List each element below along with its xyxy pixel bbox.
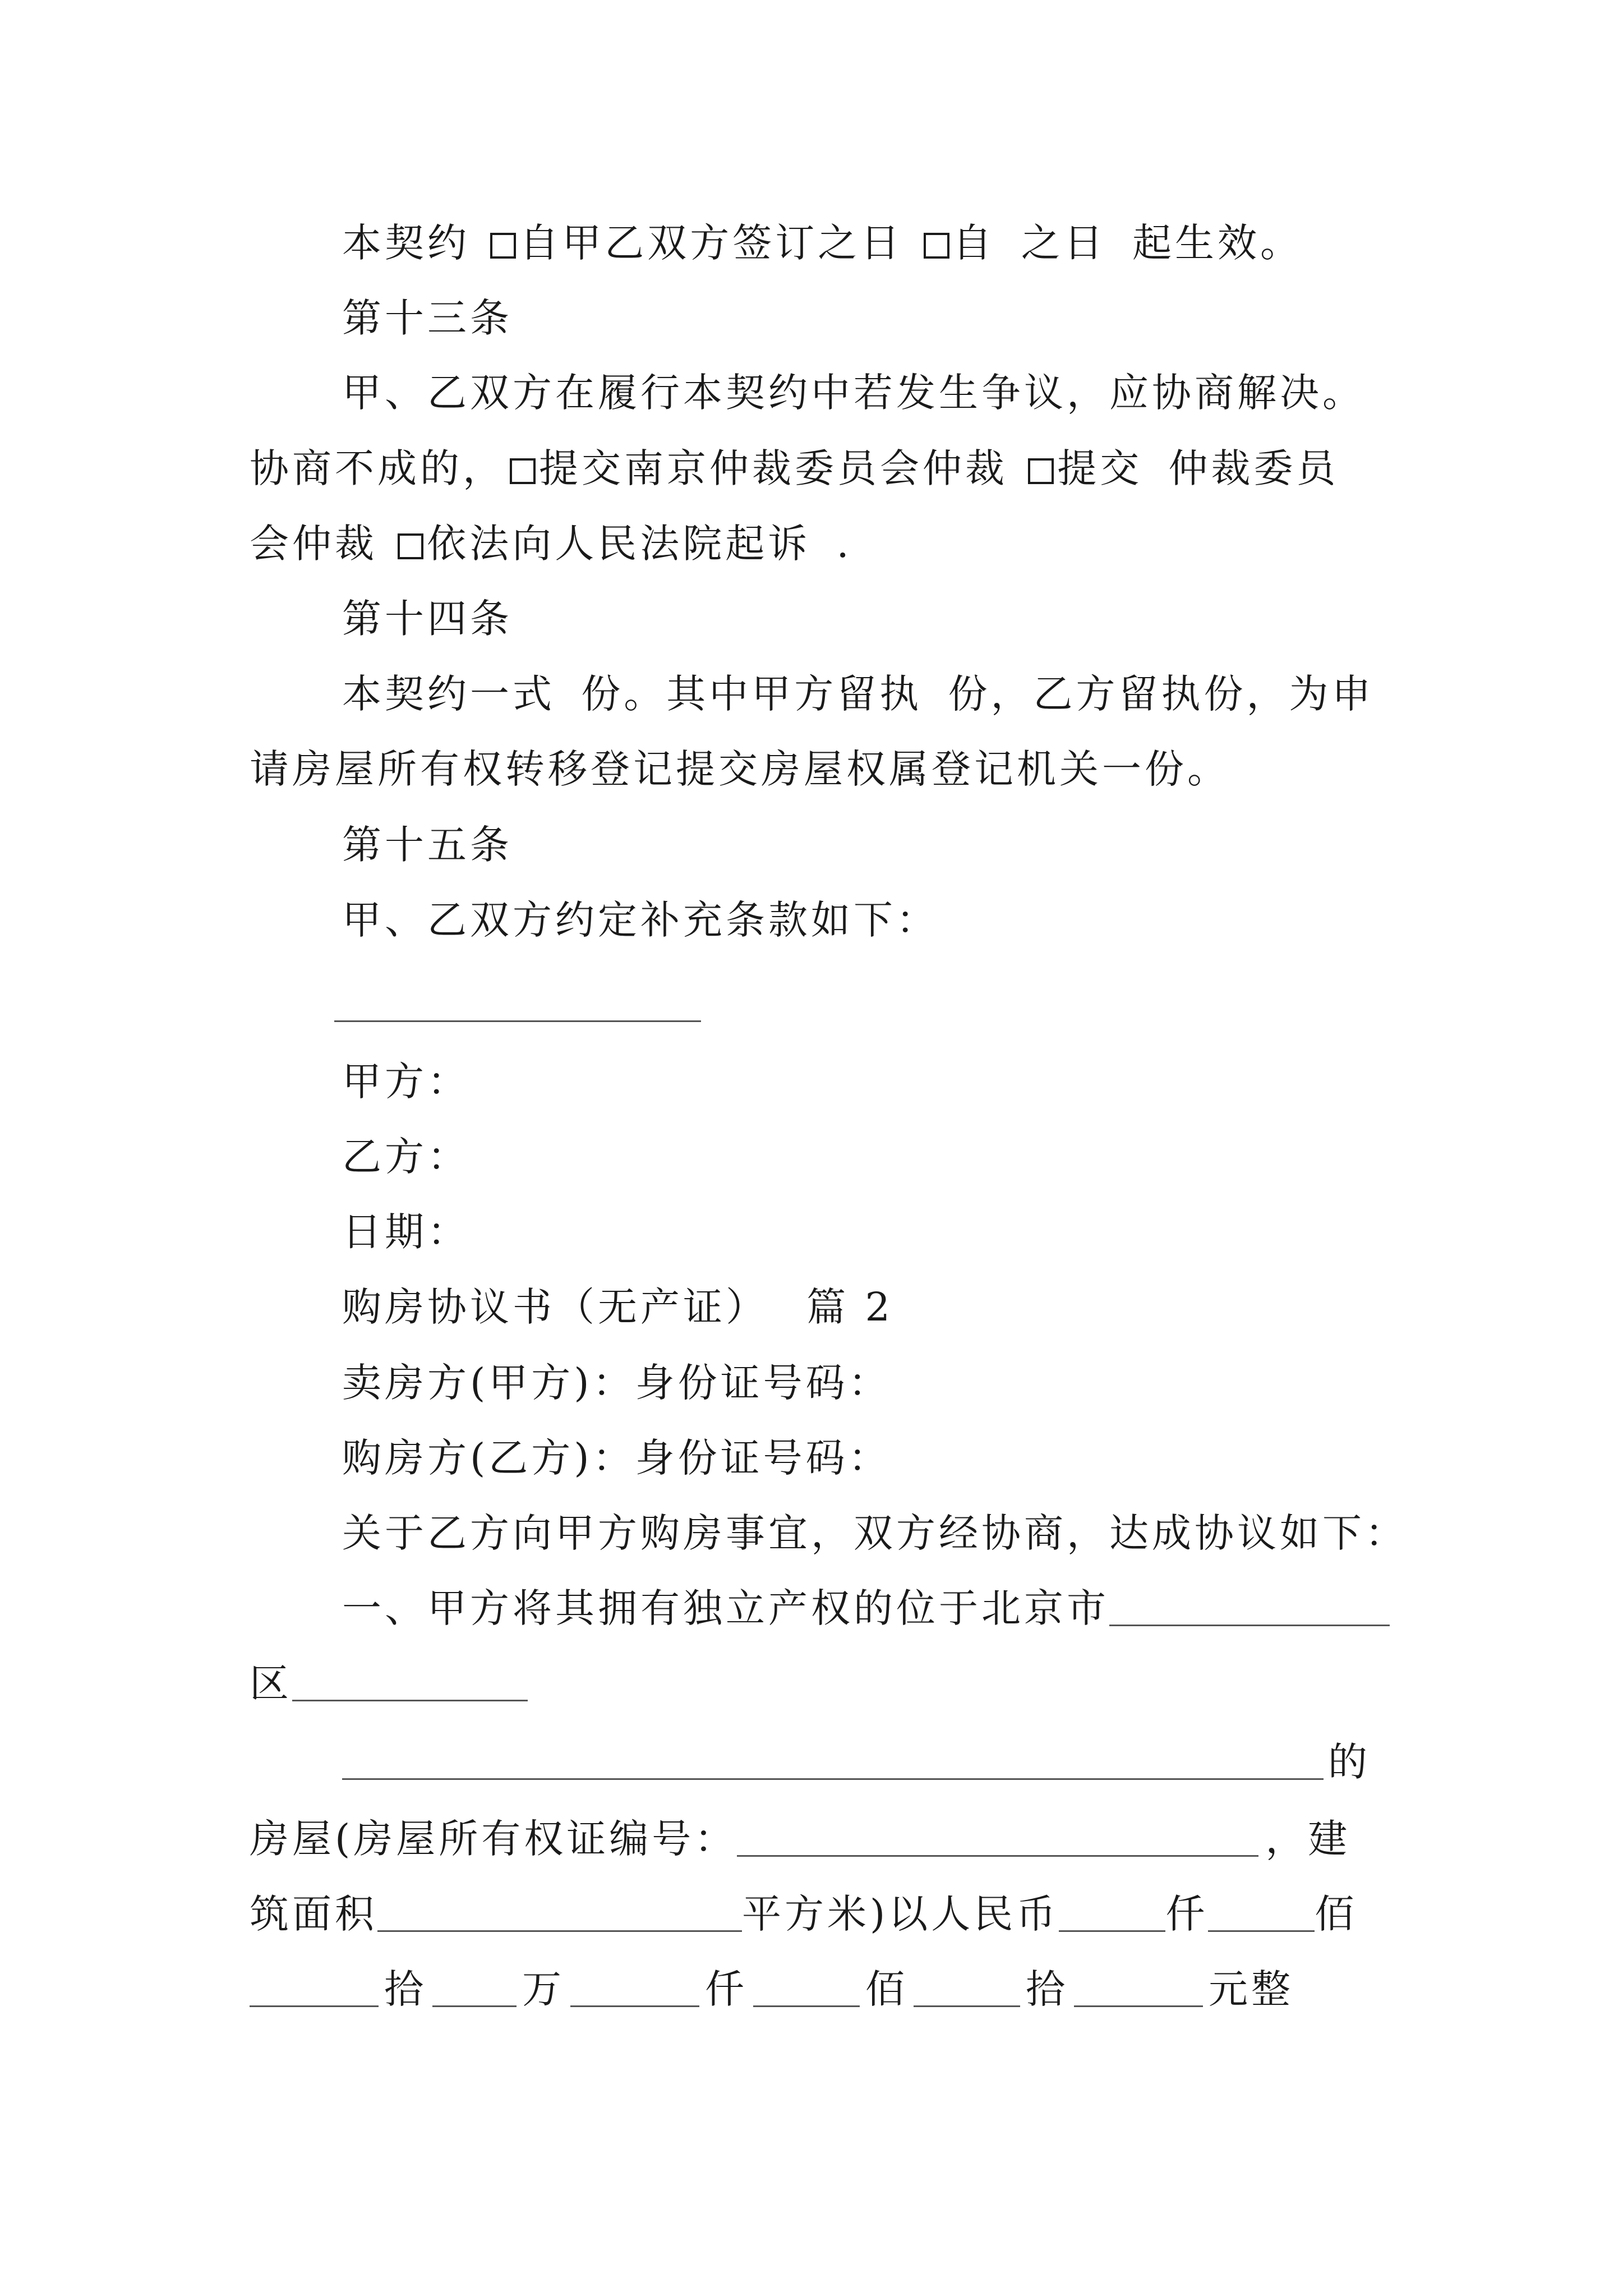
- clause-text: 份，乙方留执份，为申: [948, 671, 1375, 717]
- checkbox-from-date[interactable]: [924, 233, 949, 259]
- buyer-line: 购房方(乙方)：身份证号码：: [342, 1435, 891, 1481]
- option-text: 提交: [1057, 445, 1143, 491]
- amount-blank[interactable]: [1074, 1972, 1203, 2007]
- checkbox-on-signing[interactable]: [490, 233, 516, 259]
- clause-1-district: [250, 1658, 528, 1709]
- amount-blank[interactable]: [1059, 1897, 1165, 1932]
- amount-blank[interactable]: [753, 1972, 860, 2007]
- clause-text: 筑面积: [250, 1891, 377, 1937]
- option-text: 会仲裁: [250, 521, 377, 567]
- address-blank[interactable]: [342, 1745, 1324, 1780]
- clause-1-certificate: [250, 1814, 1350, 1864]
- option-text: 依法向人民法院起诉: [427, 521, 811, 567]
- clause-text: 的: [1328, 1739, 1371, 1785]
- amount-blank[interactable]: [570, 1972, 699, 2007]
- clause-text: 起生效。: [1132, 220, 1303, 266]
- option-text: 提交南京仲裁委员会仲裁: [539, 445, 1008, 491]
- unit-text: 佰: [1315, 1891, 1358, 1937]
- clause-1-location: [342, 1583, 1390, 1634]
- amount-blank[interactable]: [1208, 1897, 1315, 1932]
- amount-blank[interactable]: [432, 1972, 517, 2007]
- copies-clause: [342, 669, 1375, 719]
- article-15-heading: 第十五条: [342, 822, 513, 868]
- clause-1-address: [342, 1737, 1371, 1787]
- agreement-2-title: [342, 1282, 893, 1332]
- article-14-heading: 第十四条: [342, 596, 513, 642]
- unit-text: 仟: [1165, 1891, 1209, 1937]
- unit-text: 拾: [1026, 1966, 1068, 2012]
- party-a-signature: 甲方：: [342, 1059, 470, 1105]
- copies-clause-cont: 请房屋所有权转移登记提交房屋权属登记机关一份。: [250, 746, 1230, 792]
- district-blank[interactable]: [292, 1666, 528, 1701]
- unit-text: 佰: [865, 1966, 908, 2012]
- party-b-signature: 乙方：: [342, 1134, 470, 1180]
- clause-1-amount: [250, 1964, 1294, 2014]
- option-text: 之日: [1021, 220, 1106, 266]
- unit-text: 元整: [1209, 1966, 1294, 2012]
- unit-text: 拾: [384, 1966, 427, 2012]
- city-blank[interactable]: [1109, 1591, 1390, 1626]
- checkbox-nanjing-arbitration[interactable]: [510, 458, 536, 484]
- clause-text: ，建: [1265, 1816, 1351, 1862]
- seller-line: 卖房方(甲方)：身份证号码：: [342, 1360, 891, 1406]
- agreement-intro: 关于乙方向甲方购房事宜，双方经协商，达成协议如下：: [342, 1510, 1408, 1556]
- supplement-clause: 甲、乙双方约定补充条款如下：: [342, 897, 939, 943]
- clause-text: 区: [250, 1660, 292, 1706]
- clause-text: .: [836, 521, 852, 567]
- clause-text: 本契约: [342, 220, 470, 266]
- clause-text: 一、甲方将其拥有独立产权的位于北京市: [342, 1585, 1109, 1631]
- clause-1-area-price: [250, 1889, 1357, 1939]
- clause-text: 协商不成的，: [250, 445, 505, 491]
- title-text: 购房协议书（无产证）: [342, 1284, 768, 1330]
- dispute-clause: 甲、乙双方在履行本契约中若发生争议，应协商解决。: [342, 370, 1365, 416]
- amount-blank[interactable]: [914, 1972, 1020, 2007]
- certificate-number-blank[interactable]: [737, 1821, 1258, 1857]
- option-text: 自: [952, 220, 995, 266]
- unit-text: 万: [522, 1966, 565, 2012]
- effective-clause: [342, 218, 1303, 268]
- checkbox-court[interactable]: [398, 533, 423, 559]
- clause-text: 平方米)以人民币: [742, 1891, 1059, 1937]
- arbitration-options: [250, 443, 1339, 494]
- part-number: 篇 2: [806, 1284, 894, 1330]
- clause-text: 份。其中甲方留执: [581, 671, 923, 717]
- signature-date: 日期：: [342, 1209, 470, 1255]
- clause-text: 房屋(房屋所有权证编号：: [250, 1816, 737, 1862]
- article-13-heading: 第十三条: [342, 295, 513, 341]
- amount-blank[interactable]: [250, 1972, 379, 2007]
- checkbox-other-arbitration[interactable]: [1028, 458, 1054, 484]
- clause-text: 本契约一式: [342, 671, 555, 717]
- area-blank[interactable]: [377, 1897, 742, 1932]
- option-text: 自甲乙双方签订之日: [519, 220, 903, 266]
- unit-text: 仟: [705, 1966, 748, 2012]
- arbitration-options-cont: [250, 518, 852, 569]
- supplement-blank-line[interactable]: [334, 1020, 701, 1022]
- option-text: 仲裁委员: [1168, 445, 1339, 491]
